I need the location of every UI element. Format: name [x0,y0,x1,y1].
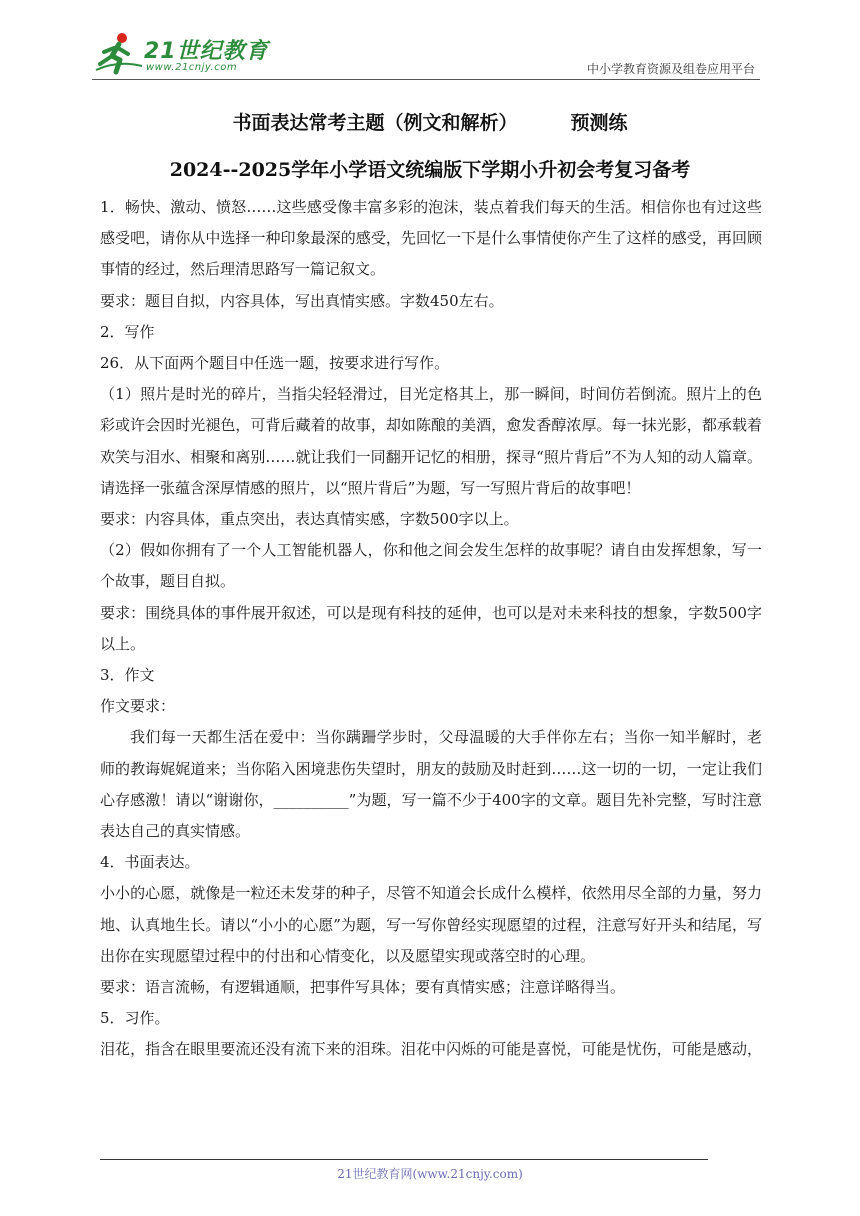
footer-source[interactable]: 21世纪教育网(www.21cnjy.com) [337,1167,523,1181]
q4-line-2: 地、认真地生长。请以“小小的心愿”为题，写一写你曾经实现愿望的过程，注意写好开头和结尾，写 [100,915,762,934]
page-header [0,0,860,90]
q4-line-3: 出你在实现愿望过程中的付出和心情变化，以及愿望实现或落空时的心理。 [100,946,596,965]
q2-option1-line-2: 彩或许会因时光褪色，可背后藏着的故事，却如陈酿的美酒，愈发香醇浓厚。每一抹光影，都承载着 [100,416,762,435]
q2-option1-requirement: 要求：内容具体，重点突出，表达真情实感，字数500字以上。 [100,510,519,529]
q2-option2-requirement-1: 要求：围绕具体的事件展开叙述，可以是现有科技的延伸，也可以是对未来科技的想象，字数500字 [100,603,762,622]
q3-requirement-label: 作文要求： [100,697,176,716]
q3-heading: 3．作文 [100,666,155,685]
q3-line-3: 心存感激！请以“谢谢你，__________”为题，写一篇不少于400字的文章。题目先补完整，写时注意 [100,790,762,809]
q1-requirement: 要求：题目自拟，内容具体，写出真情实感。字数450左右。 [100,291,504,310]
q2-instruction: 26．从下面两个题目中任选一题，按要求进行写作。 [100,354,450,373]
q4-line-1: 小小的心愿，就像是一粒还未发芽的种子，尽管不知道会长成什么模样，依然用尽全部的力量，努力 [100,884,762,903]
site-logo[interactable] [92,30,272,80]
q4-heading: 4．书面表达。 [100,853,200,872]
q2-option1-line-1: （1）照片是时光的碎片，当指尖轻轻滑过，目光定格其上，那一瞬间，时间仿若倒流。照片上的色 [100,385,762,404]
q2-option2-requirement-2: 以上。 [100,634,146,653]
footer-divider [100,1159,708,1160]
platform-label: 中小学教育资源及组卷应用平台 [586,62,755,76]
page-subtitle: 2024--2025学年小学语文统编版下学期小升初会考复习备考 [169,159,691,181]
q5-line-1: 泪花，指含在眼里要流还没有流下来的泪珠。泪花中闪烁的可能是喜悦，可能是忧伤，可能是感动， [100,1040,762,1059]
q3-line-4: 表达自己的真实情感。 [100,822,251,841]
q2-option1-line-4: 请选择一张蕴含深厚情感的照片，以“照片背后”为题，写一写照片背后的故事吧！ [100,478,641,497]
page-title: 书面表达常考主题（例文和解析） 预测练 [232,112,628,134]
q3-line-1: 我们每一天都生活在爱中：当你蹒跚学步时，父母温暖的大手伴你左右；当你一知半解时，老 [130,728,762,747]
q4-requirement: 要求：语言流畅，有逻辑通顺，把事件写具体；要有真情实感；注意详略得当。 [100,978,626,997]
q1-line-3: 事情的经过，然后理清思路写一篇记叙文。 [100,260,386,279]
q1-line-2: 感受吧，请你从中选择一种印象最深的感受，先回忆一下是什么事情使你产生了这样的感受，再回顾 [100,229,762,248]
q2-heading: 2．写作 [100,322,155,341]
running-person-icon [92,30,144,76]
document-body [100,192,762,1066]
header-divider [92,79,760,80]
q3-line-2: 师的教诲娓娓道来；当你陷入困境悲伤失望时，朋友的鼓励及时赶到……这一切的一切，一定让我们 [100,759,762,778]
q5-heading: 5．习作。 [100,1009,170,1028]
logo-url: www.21cnjy.com [146,62,238,73]
q2-option2-line-2: 个故事，题目自拟。 [100,572,236,591]
q1-line-1: 1．畅快、激动、愤怒……这些感受像丰富多彩的泡沫，装点着我们每天的生活。相信你也有过这些 [100,198,762,216]
logo-text: 21世纪教育 [144,39,269,64]
q2-option1-line-3: 欢笑与泪水、相聚和离别……就让我们一同翻开记忆的相册，探寻“照片背后”不为人知的动人篇章。 [100,447,762,466]
q2-option2-line-1: （2）假如你拥有了一个人工智能机器人，你和他之间会发生怎样的故事呢？请自由发挥想象，写一 [100,541,762,560]
